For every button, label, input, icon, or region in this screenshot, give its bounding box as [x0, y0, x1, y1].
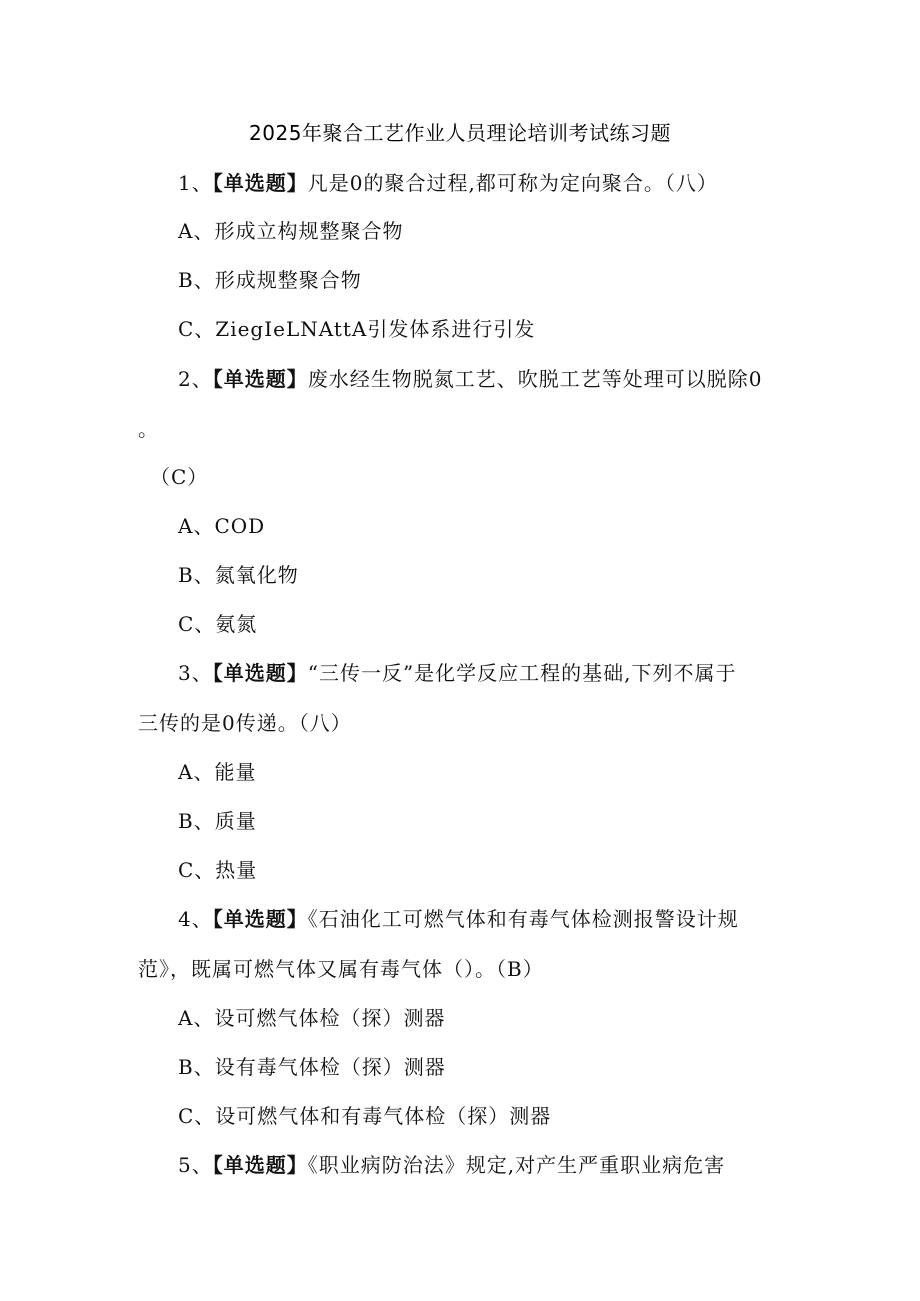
question-1 [178, 168, 718, 198]
question-text: “三传一反”是化学反应工程的基础,下列不属于 [307, 661, 737, 685]
question-text-continued: 。 [138, 417, 159, 441]
question-answer: （C） [150, 465, 209, 489]
question-number: 3、 [178, 661, 213, 685]
question-text: 《石油化工可燃气体和有毒气体检测报警设计规 [307, 907, 739, 931]
question-text-continued: 范》，既属可燃气体又属有毒气体（）。（B） [138, 957, 544, 981]
question-text: 《职业病防治法》规定,对产生严重职业病危害 [307, 1153, 726, 1177]
option-b: B、质量 [178, 809, 257, 833]
question-text: 废水经生物脱氮工艺、吹脱工艺等处理可以脱除0 [307, 367, 763, 391]
option-c: C、氨氮 [178, 612, 258, 636]
question-number: 4、 [178, 907, 213, 931]
option-b: B、设有毒气体检（探）测器 [178, 1055, 446, 1079]
option-a: A、设可燃气体检（探）测器 [178, 1006, 446, 1030]
option-c: C、热量 [178, 858, 258, 882]
option-a: A、能量 [178, 760, 257, 784]
option-c: C、ZiegIeLNAttA引发体系进行引发 [178, 317, 536, 341]
option-b: B、形成规整聚合物 [178, 268, 362, 292]
option-b: B、氮氧化物 [178, 563, 299, 587]
option-c: C、设可燃气体和有毒气体检（探）测器 [178, 1104, 552, 1128]
question-number: 5、 [178, 1153, 213, 1177]
option-a: A、形成立构规整聚合物 [178, 219, 404, 243]
option-a: A、COD [178, 514, 266, 538]
question-2 [178, 364, 762, 394]
question-type-tag: 【单选题】 [212, 907, 308, 931]
question-type-tag: 【单选题】 [212, 171, 308, 195]
question-type-tag: 【单选题】 [212, 367, 308, 391]
question-number: 2、 [178, 367, 213, 391]
question-3 [178, 658, 737, 688]
question-text-continued: 三传的是0传递。（八） [138, 711, 352, 735]
question-5 [178, 1150, 725, 1180]
question-text: 凡是0的聚合过程,都可称为定向聚合。（八） [307, 171, 718, 195]
question-number: 1、 [178, 171, 213, 195]
document-title: 2025年聚合工艺作业人员理论培训考试练习题 [249, 121, 671, 145]
question-4 [178, 904, 739, 934]
question-type-tag: 【单选题】 [212, 1153, 308, 1177]
question-type-tag: 【单选题】 [212, 661, 308, 685]
